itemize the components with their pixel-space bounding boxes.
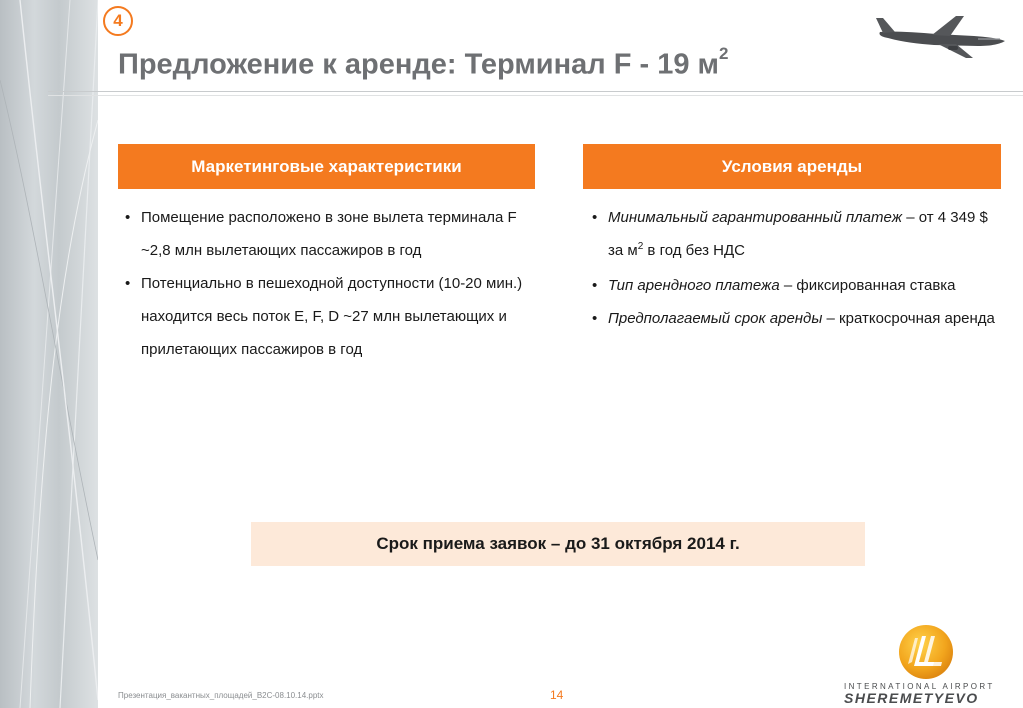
decorative-side-strip xyxy=(0,0,98,708)
title-divider-secondary xyxy=(48,95,1023,96)
list-item: • Предполагаемый срок аренды – краткосрочная аренда xyxy=(586,302,1001,335)
list-item: • Минимальный гарантированный платеж – от 4 349 $ за $м^2$ в год без НДС xyxy=(586,201,1001,269)
title-divider xyxy=(48,91,1023,92)
rental-terms-list xyxy=(586,201,1001,335)
sheremetyevo-logo-icon xyxy=(896,622,956,682)
slide-title: Предложение к аренде: Терминал F - 19 $м^2$ xyxy=(118,44,729,81)
logo-name: SHEREMETYEVO xyxy=(844,690,979,706)
rental-terms-header: Условия аренды xyxy=(583,144,1001,189)
list-item: • Тип арендного платежа – фиксированная ставка xyxy=(586,269,1001,302)
footer-filename: Презентация_вакантных_площадей_B2C-08.10.14.pptx xyxy=(118,691,324,700)
deadline-banner: Срок приема заявок – до 31 октября 2014 г. xyxy=(251,522,865,566)
logo-subtitle: INTERNATIONAL AIRPORT xyxy=(844,682,995,691)
section-number-badge: 4 xyxy=(103,6,133,36)
list-item: • Помещение расположено в зоне вылета терминала F ~2,8 млн вылетающих пассажиров в год xyxy=(119,201,529,267)
airplane-icon xyxy=(874,10,1010,62)
marketing-list xyxy=(119,201,529,366)
marketing-header: Маркетинговые характеристики xyxy=(118,144,535,189)
list-item: • Потенциально в пешеходной доступности (10-20 мин.) находится весь поток E, F, D ~27 млн вылетающих и прилетающих пассажиров в год xyxy=(119,267,529,366)
page-number: 14 xyxy=(550,688,564,702)
